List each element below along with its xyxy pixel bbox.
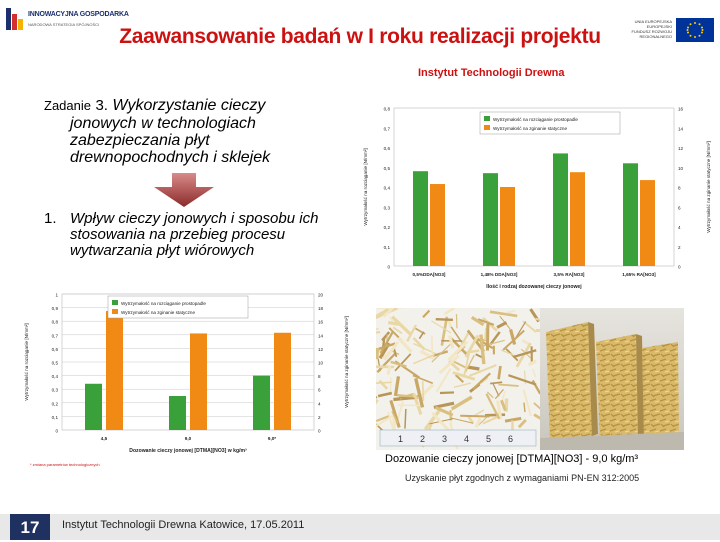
x-tick-label: 1,48% DDA[NO3] bbox=[480, 272, 518, 277]
y-tick-label-right: 0 bbox=[678, 264, 681, 270]
institute-name: Instytut Technologii Drewna bbox=[418, 67, 565, 79]
chart-legend bbox=[480, 112, 620, 134]
y-tick-label-left: 0,2 bbox=[383, 225, 390, 230]
y-tick-label-right: 12 bbox=[678, 146, 684, 151]
wood-chip bbox=[493, 346, 495, 355]
task-line-3: zabezpieczania płyt bbox=[70, 132, 210, 149]
y-tick-label-right: 18 bbox=[318, 306, 324, 312]
y-tick-label-left: 0,6 bbox=[383, 146, 390, 151]
x-tick-label: 3,5% RA[NO3] bbox=[553, 272, 585, 277]
task-description bbox=[44, 97, 364, 166]
x-tick-label: 0,5%DDA[NO3] bbox=[412, 272, 446, 277]
y-tick-label-right: 16 bbox=[318, 319, 324, 325]
y-tick-label-left: 0,5 bbox=[383, 165, 390, 171]
y-tick-label-left: 0,4 bbox=[383, 185, 390, 191]
legend-swatch bbox=[112, 309, 118, 314]
task-line-4: drewnopochodnych i sklejek bbox=[70, 149, 271, 166]
y-axis-label-right: Wytrzymałość na zginanie statyczne [N/mm²] bbox=[706, 141, 711, 233]
legend-label: Wytrzymałość na rozciąganie prostopadle bbox=[493, 117, 578, 122]
ig-logo-title: INNOWACYJNA GOSPODARKA bbox=[28, 11, 129, 18]
y-tick-label-left: 0,6 bbox=[51, 346, 58, 352]
slide-title: Zaawansowanie badań w I roku realizacji projektu bbox=[119, 25, 601, 48]
y-tick-label-right: 4 bbox=[318, 401, 321, 407]
y-tick-label-left: 0,8 bbox=[51, 319, 58, 325]
bar bbox=[500, 187, 515, 266]
y-axis-label-left: Wytrzymałość na rozciąganie [N/mm²] bbox=[363, 148, 368, 226]
page-number: 17 bbox=[10, 514, 50, 540]
item-line-2: stosowania na przebieg procesu bbox=[70, 226, 286, 243]
y-tick-label-left: 0,7 bbox=[383, 126, 390, 132]
legend-swatch bbox=[484, 125, 490, 130]
task-prefix: Zadanie bbox=[44, 98, 91, 113]
footer-text: Instytut Technologii Drewna Katowice, 17.05.2011 bbox=[62, 519, 305, 531]
y-axis-label-right: Wytrzymałość na zginanie statyczne [N/mm²] bbox=[344, 316, 349, 408]
ruler-number: 3 bbox=[442, 434, 448, 444]
y-tick-label-left: 0 bbox=[387, 264, 390, 270]
item-number: 1. bbox=[44, 210, 57, 227]
item-line-3: wytwarzania płyt wiórowych bbox=[70, 242, 255, 259]
particleboard-samples-photo bbox=[540, 308, 684, 450]
y-axis-label-left: Wytrzymałość na rozciąganie [N/mm²] bbox=[24, 323, 29, 401]
y-tick-label-right: 10 bbox=[318, 360, 324, 366]
chart-ionic-liquid-dosage bbox=[22, 286, 360, 462]
photo-caption: Dozowanie cieczy jonowej [DTMA][NO3] - 9,0 kg/m³ bbox=[385, 453, 639, 465]
ruler-number: 6 bbox=[508, 434, 514, 444]
x-tick-label: 4,5 bbox=[100, 436, 108, 441]
bar bbox=[106, 311, 123, 430]
y-tick-label-right: 6 bbox=[318, 387, 321, 393]
legend-swatch bbox=[484, 116, 490, 121]
bar bbox=[483, 173, 498, 266]
x-tick-label: 9,0* bbox=[267, 436, 277, 441]
ruler-number: 1 bbox=[398, 434, 404, 444]
legend-swatch bbox=[112, 300, 118, 305]
bar bbox=[553, 153, 568, 266]
ruler-number: 4 bbox=[464, 434, 470, 444]
legend-label: Wytrzymałość na zginanie statyczne bbox=[493, 126, 567, 131]
y-tick-label-left: 0,9 bbox=[51, 306, 58, 312]
bar bbox=[430, 184, 445, 266]
y-tick-label-left: 0,3 bbox=[51, 387, 58, 393]
chart-legend bbox=[108, 296, 248, 318]
legend-label: Wytrzymałość na rozciąganie prostopadle bbox=[121, 301, 206, 306]
x-tick-label: 9,0 bbox=[184, 436, 192, 441]
standard-compliance-note: Uzyskanie płyt zgodnych z wymaganiami PN-EN 312:2005 bbox=[405, 473, 640, 483]
y-tick-label-right: 16 bbox=[678, 106, 684, 112]
y-tick-label-right: 2 bbox=[678, 244, 681, 250]
y-tick-label-right: 14 bbox=[318, 333, 324, 339]
chart-ionic-liquid-type bbox=[358, 98, 720, 298]
x-axis-label: Dozowanie cieczy jonowej [DTMA][NO3] w kg/m³ bbox=[129, 448, 247, 454]
ruler-number: 2 bbox=[420, 434, 426, 444]
task-number: 3. bbox=[95, 97, 108, 114]
legend-label: Wytrzymałość na zginanie statyczne bbox=[121, 310, 195, 315]
wood-chips-photo bbox=[376, 308, 540, 450]
y-tick-label-right: 0 bbox=[318, 428, 321, 434]
y-tick-label-right: 6 bbox=[678, 205, 681, 211]
y-tick-label-left: 0,1 bbox=[383, 244, 390, 250]
down-arrow-icon bbox=[152, 173, 216, 207]
y-tick-label-right: 10 bbox=[678, 165, 684, 171]
x-tick-label: 1,65% RA[NO3] bbox=[622, 272, 656, 277]
y-tick-label-left: 0,5 bbox=[51, 360, 58, 366]
task-line-2: jonowych w technologiach bbox=[70, 115, 256, 132]
y-tick-label-left: 0 bbox=[55, 428, 58, 434]
y-tick-label-left: 0,8 bbox=[383, 106, 390, 112]
y-tick-label-right: 14 bbox=[678, 126, 684, 132]
bar bbox=[85, 384, 102, 430]
y-tick-label-right: 20 bbox=[318, 292, 324, 298]
task-line-1: Wykorzystanie cieczy bbox=[112, 97, 266, 114]
y-tick-label-left: 0,7 bbox=[51, 333, 58, 339]
y-tick-label-right: 4 bbox=[678, 225, 681, 230]
chart-footnote: * zmiana parametrów technologicznych bbox=[30, 462, 100, 467]
bar bbox=[253, 376, 270, 430]
y-tick-label-left: 0,2 bbox=[51, 401, 58, 407]
y-tick-label-left: 0,3 bbox=[383, 205, 390, 211]
y-tick-label-left: 0,4 bbox=[51, 374, 58, 380]
wood-chip bbox=[376, 365, 394, 368]
ruler-number: 5 bbox=[486, 434, 492, 444]
wood-chip bbox=[376, 329, 379, 330]
y-tick-label-right: 8 bbox=[678, 185, 681, 191]
bar bbox=[640, 180, 655, 266]
eu-logo-text: UNIA EUROPEJSKA EUROPEJSKI FUNDUSZ ROZWOJU REGIONALNEGO bbox=[631, 19, 672, 39]
bar bbox=[274, 333, 291, 430]
x-axis-label: Ilość i rodzaj dozowanej cieczy jonowej bbox=[486, 284, 582, 290]
y-tick-label-right: 8 bbox=[318, 374, 321, 380]
item-line-1: Wpływ cieczy jonowych i sposobu ich bbox=[70, 210, 319, 227]
bar bbox=[169, 396, 186, 430]
ig-logo-subtitle: NARODOWA STRATEGIA SPÓJNOŚCI bbox=[28, 22, 100, 27]
bar bbox=[413, 171, 428, 266]
y-tick-label-right: 12 bbox=[318, 346, 324, 352]
y-tick-label-left: 0,1 bbox=[51, 414, 58, 420]
bar bbox=[570, 172, 585, 266]
y-tick-label-right: 2 bbox=[318, 414, 321, 420]
wood-chip bbox=[398, 404, 421, 406]
bar bbox=[623, 163, 638, 266]
bar bbox=[190, 333, 207, 430]
y-tick-label-left: 1 bbox=[55, 292, 58, 298]
